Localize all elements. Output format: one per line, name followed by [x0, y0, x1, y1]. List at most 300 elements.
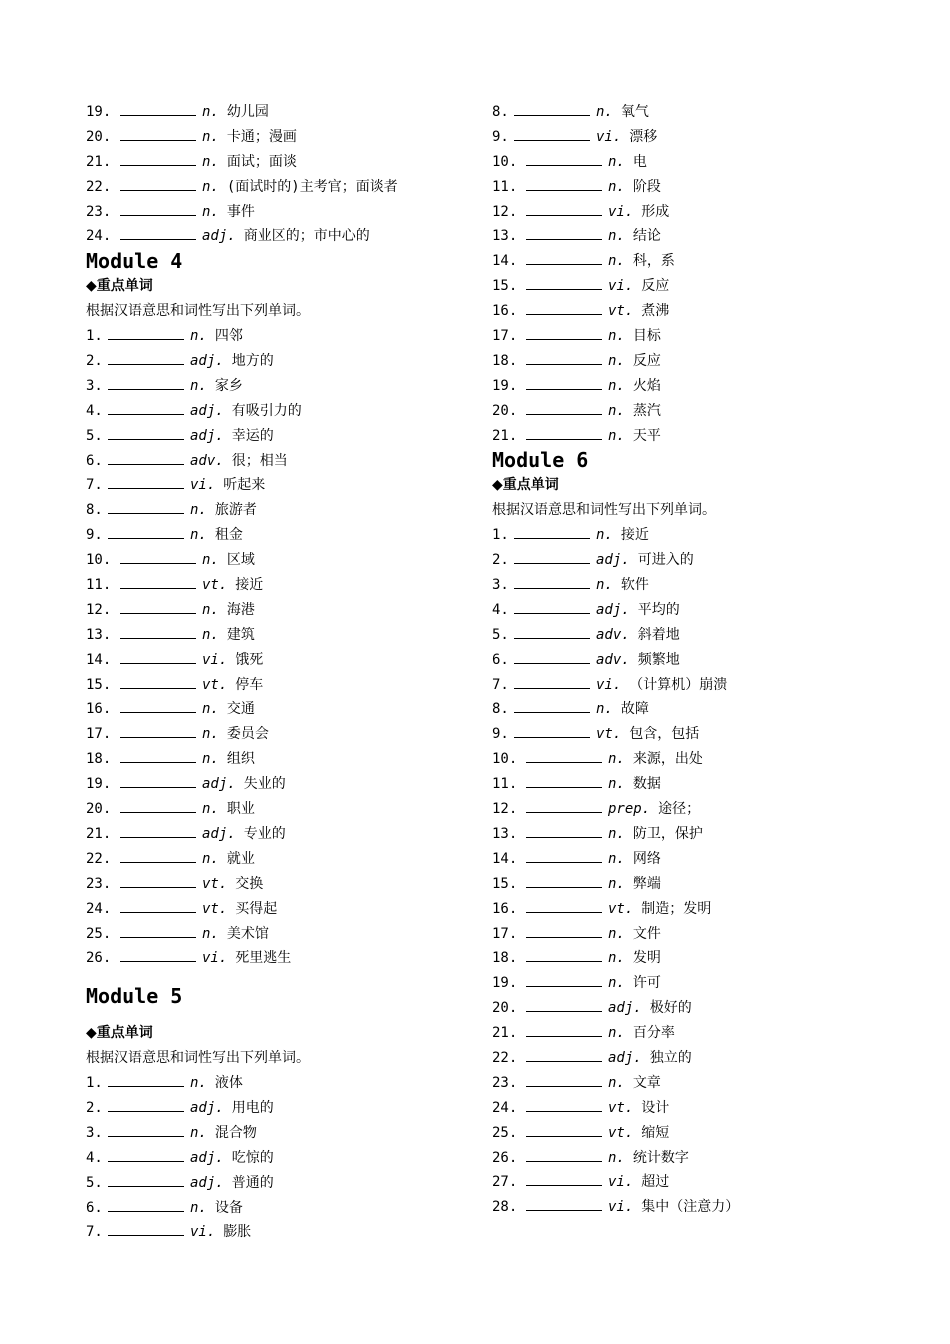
part-of-speech: n.: [608, 751, 625, 768]
meaning: 目标: [632, 328, 661, 345]
answer-blank[interactable]: [108, 1197, 184, 1212]
vocab-entry: [492, 1046, 892, 1071]
entry-number: 1.: [86, 1075, 103, 1092]
vocab-entry: [86, 1071, 476, 1096]
left-column: [86, 100, 476, 1245]
entry-number: 25.: [86, 925, 112, 942]
meaning: 交换: [235, 875, 264, 892]
entry-number: 18.: [492, 352, 518, 369]
meaning: 百分率: [632, 1025, 675, 1042]
part-of-speech: n.: [596, 527, 613, 544]
vocab-entry: [492, 150, 892, 175]
entry-number: 20.: [86, 801, 112, 818]
entry-number: 4.: [86, 402, 103, 419]
answer-blank[interactable]: [526, 823, 602, 838]
entry-number: 2.: [86, 1099, 103, 1116]
vocab-entry: [492, 872, 892, 897]
vocab-entry: [492, 996, 892, 1021]
part-of-speech: n.: [202, 601, 219, 618]
meaning: 平均的: [637, 601, 680, 618]
part-of-speech: n.: [596, 577, 613, 594]
part-of-speech: n.: [190, 377, 207, 394]
vocab-entry: [86, 1171, 476, 1196]
part-of-speech: n.: [202, 178, 219, 195]
part-of-speech: vt.: [202, 900, 228, 917]
meaning: 包含，包括: [629, 726, 700, 743]
meaning: 建筑: [226, 626, 255, 643]
part-of-speech: vt.: [202, 676, 228, 693]
answer-blank[interactable]: [108, 499, 184, 514]
part-of-speech: vt.: [608, 1099, 634, 1116]
part-of-speech: n.: [202, 203, 219, 220]
entry-number: 21.: [86, 825, 112, 842]
answer-blank[interactable]: [108, 450, 184, 465]
meaning: 蒸汽: [632, 402, 661, 419]
answer-blank[interactable]: [120, 823, 196, 838]
meaning: 独立的: [649, 1049, 692, 1066]
answer-blank[interactable]: [108, 425, 184, 440]
answer-blank[interactable]: [526, 748, 602, 763]
vocab-entry: [86, 598, 476, 623]
answer-blank[interactable]: [108, 325, 184, 340]
entry-number: 18.: [492, 950, 518, 967]
answer-blank[interactable]: [526, 1147, 602, 1162]
answer-blank[interactable]: [120, 848, 196, 863]
part-of-speech: n.: [202, 128, 219, 145]
vocab-entry: [492, 1195, 892, 1220]
part-of-speech: n.: [190, 1124, 207, 1141]
module-title: Module 4: [86, 249, 183, 274]
answer-blank[interactable]: [108, 400, 184, 415]
meaning: 发明: [632, 950, 661, 967]
meaning: 科，系: [632, 253, 675, 270]
answer-blank[interactable]: [120, 923, 196, 938]
answer-blank[interactable]: [514, 574, 590, 589]
answer-blank[interactable]: [120, 176, 196, 191]
vocab-entry: [492, 697, 892, 722]
meaning: 用电的: [231, 1099, 274, 1116]
part-of-speech: n.: [608, 975, 625, 992]
answer-blank[interactable]: [526, 350, 602, 365]
entry-number: 23.: [86, 203, 112, 220]
entry-number: 12.: [492, 801, 518, 818]
entry-number: 26.: [492, 1149, 518, 1166]
entry-number: 9.: [492, 726, 509, 743]
answer-blank[interactable]: [108, 1122, 184, 1137]
entry-number: 2.: [86, 353, 103, 370]
vocab-entry: [492, 623, 892, 648]
answer-blank[interactable]: [526, 1072, 602, 1087]
vocab-entry: [86, 697, 476, 722]
part-of-speech: n.: [608, 950, 625, 967]
entry-number: 16.: [492, 303, 518, 320]
meaning: 地方的: [231, 353, 274, 370]
vocab-entry: [86, 200, 476, 225]
vocab-entry: [492, 249, 892, 274]
entry-number: 21.: [492, 1025, 518, 1042]
answer-blank[interactable]: [526, 1047, 602, 1062]
answer-blank[interactable]: [120, 873, 196, 888]
part-of-speech: adj.: [190, 402, 224, 419]
answer-blank[interactable]: [120, 101, 196, 116]
meaning: 可进入的: [637, 552, 694, 569]
answer-blank[interactable]: [526, 425, 602, 440]
entry-number: 19.: [492, 377, 518, 394]
meaning: 软件: [620, 577, 649, 594]
entry-number: 24.: [492, 1099, 518, 1116]
entry-number: 15.: [492, 278, 518, 295]
vocab-entry: [86, 150, 476, 175]
answer-blank[interactable]: [526, 1022, 602, 1037]
answer-blank[interactable]: [120, 599, 196, 614]
answer-blank[interactable]: [108, 1072, 184, 1087]
vocab-entry: [86, 822, 476, 847]
answer-blank[interactable]: [526, 151, 602, 166]
entry-number: 17.: [492, 925, 518, 942]
vocab-entry: [86, 648, 476, 673]
answer-blank[interactable]: [526, 250, 602, 265]
part-of-speech: vt.: [596, 726, 622, 743]
meaning: 幼儿园: [226, 104, 269, 120]
part-of-speech: n.: [190, 1075, 207, 1092]
part-of-speech: n.: [608, 377, 625, 394]
meaning: 美术馆: [226, 925, 269, 942]
part-of-speech: adj.: [190, 353, 224, 370]
answer-blank[interactable]: [514, 624, 590, 639]
answer-blank[interactable]: [526, 400, 602, 415]
vocab-entry: [492, 598, 892, 623]
answer-blank[interactable]: [514, 723, 590, 738]
vocab-entry: [492, 946, 892, 971]
entry-number: 23.: [86, 875, 112, 892]
part-of-speech: adj.: [202, 776, 236, 793]
vocab-entry: [492, 424, 892, 449]
answer-blank[interactable]: [120, 126, 196, 141]
meaning: 来源，出处: [632, 751, 703, 768]
vocab-entry: [492, 1071, 892, 1096]
part-of-speech: n.: [608, 776, 625, 793]
meaning: 专业的: [243, 825, 286, 842]
vocab-entry: [492, 1121, 892, 1146]
entry-number: 24.: [86, 900, 112, 917]
part-of-speech: n.: [202, 801, 219, 818]
entry-number: 15.: [86, 676, 112, 693]
part-of-speech: vi.: [202, 651, 228, 668]
part-of-speech: vi.: [190, 477, 216, 494]
entry-number: 19.: [492, 975, 518, 992]
meaning: 海港: [226, 601, 255, 618]
entry-number: 8.: [492, 701, 509, 718]
meaning: 失业的: [243, 776, 286, 793]
vocab-entry: [86, 548, 476, 573]
answer-blank[interactable]: [526, 848, 602, 863]
entry-number: 14.: [492, 253, 518, 270]
vocab-entry: [492, 125, 892, 150]
entry-number: 18.: [86, 751, 112, 768]
answer-blank[interactable]: [120, 649, 196, 664]
answer-blank[interactable]: [526, 923, 602, 938]
part-of-speech: vi.: [608, 1199, 634, 1216]
answer-blank[interactable]: [120, 798, 196, 813]
vocab-entry: [492, 971, 892, 996]
vocab-entry: [492, 324, 892, 349]
meaning: 阶段: [632, 178, 661, 195]
answer-blank[interactable]: [526, 972, 602, 987]
meaning: 饿死: [235, 651, 264, 668]
meaning: 幸运的: [231, 427, 274, 444]
entry-number: 13.: [86, 626, 112, 643]
vocab-entry: [86, 673, 476, 698]
answer-blank[interactable]: [526, 1171, 602, 1186]
part-of-speech: adj.: [190, 1174, 224, 1191]
answer-blank[interactable]: [108, 350, 184, 365]
meaning: 制造；发明: [641, 900, 712, 917]
vocab-entry: [86, 922, 476, 947]
meaning: 设计: [641, 1099, 670, 1116]
part-of-speech: n.: [190, 527, 207, 544]
instruction: 根据汉语意思和词性写出下列单词。: [86, 303, 310, 320]
answer-blank[interactable]: [514, 599, 590, 614]
entry-number: 11.: [492, 776, 518, 793]
answer-blank[interactable]: [120, 698, 196, 713]
vocab-entry: [492, 1021, 892, 1046]
answer-blank[interactable]: [526, 176, 602, 191]
vocab-entry: [86, 847, 476, 872]
entry-number: 20.: [492, 1000, 518, 1017]
answer-blank[interactable]: [120, 151, 196, 166]
entry-number: 20.: [492, 402, 518, 419]
section-heading: ◆重点单词: [86, 278, 153, 295]
entry-number: 17.: [492, 328, 518, 345]
vocab-entry: [492, 349, 892, 374]
vocab-entry: [492, 399, 892, 424]
answer-blank[interactable]: [120, 225, 196, 240]
meaning: 网络: [632, 850, 661, 867]
entry-number: 4.: [86, 1149, 103, 1166]
meaning: 数据: [632, 776, 661, 793]
part-of-speech: n.: [596, 701, 613, 718]
part-of-speech: n.: [608, 1149, 625, 1166]
meaning: 极好的: [649, 1000, 692, 1017]
part-of-speech: adj.: [608, 1000, 642, 1017]
part-of-speech: n.: [608, 825, 625, 842]
answer-blank[interactable]: [108, 524, 184, 539]
vocab-entry: [86, 125, 476, 150]
vocab-entry: [86, 224, 476, 249]
vocab-entry: [492, 573, 892, 598]
part-of-speech: n.: [608, 178, 625, 195]
meaning: (面试时的)主考官；面谈者: [226, 178, 398, 195]
vocab-entry: [86, 473, 476, 498]
answer-blank[interactable]: [526, 300, 602, 315]
part-of-speech: adj.: [596, 601, 630, 618]
answer-blank[interactable]: [108, 474, 184, 489]
meaning: 家乡: [214, 377, 243, 394]
answer-blank[interactable]: [120, 748, 196, 763]
meaning: 许可: [632, 975, 661, 992]
answer-blank[interactable]: [526, 773, 602, 788]
answer-blank[interactable]: [514, 101, 590, 116]
answer-blank[interactable]: [120, 773, 196, 788]
vocab-entry: [492, 922, 892, 947]
meaning: 频繁地: [637, 651, 680, 668]
part-of-speech: n.: [202, 153, 219, 170]
answer-blank[interactable]: [526, 898, 602, 913]
entry-number: 26.: [86, 950, 112, 967]
part-of-speech: n.: [608, 1074, 625, 1091]
answer-blank[interactable]: [526, 873, 602, 888]
meaning: 商业区的；市中心的: [243, 228, 370, 245]
section-heading: ◆重点单词: [492, 477, 559, 494]
vocab-entry: [492, 648, 892, 673]
answer-blank[interactable]: [120, 674, 196, 689]
answer-blank[interactable]: [120, 549, 196, 564]
answer-blank[interactable]: [526, 325, 602, 340]
answer-blank[interactable]: [120, 201, 196, 216]
vocab-entry: [86, 1220, 476, 1245]
meaning: 缩短: [641, 1124, 670, 1141]
entry-number: 19.: [86, 104, 112, 120]
entry-number: 6.: [86, 1199, 103, 1216]
module-title: Module 5: [86, 984, 183, 1009]
entry-number: 22.: [86, 850, 112, 867]
entry-number: 5.: [86, 1174, 103, 1191]
meaning: 区域: [226, 552, 255, 569]
vocab-entry: [492, 897, 892, 922]
answer-blank[interactable]: [108, 1097, 184, 1112]
answer-blank[interactable]: [526, 275, 602, 290]
answer-blank[interactable]: [120, 624, 196, 639]
answer-blank[interactable]: [108, 375, 184, 390]
part-of-speech: n.: [202, 726, 219, 743]
part-of-speech: n.: [202, 925, 219, 942]
vocab-entry: [86, 772, 476, 797]
part-of-speech: n.: [608, 328, 625, 345]
answer-blank[interactable]: [514, 549, 590, 564]
answer-blank[interactable]: [514, 674, 590, 689]
part-of-speech: vi.: [608, 278, 634, 295]
entry-number: 7.: [86, 1224, 103, 1241]
part-of-speech: n.: [608, 427, 625, 444]
entry-number: 24.: [86, 228, 112, 245]
part-of-speech: n.: [596, 104, 613, 120]
entry-number: 11.: [86, 577, 112, 594]
part-of-speech: vi.: [190, 1224, 216, 1241]
answer-blank[interactable]: [526, 947, 602, 962]
part-of-speech: vi.: [608, 1174, 634, 1191]
answer-blank[interactable]: [526, 225, 602, 240]
answer-blank[interactable]: [108, 1221, 184, 1236]
part-of-speech: vi.: [202, 950, 228, 967]
answer-blank[interactable]: [120, 574, 196, 589]
part-of-speech: n.: [608, 402, 625, 419]
vocab-entry: [86, 1196, 476, 1221]
entry-number: 3.: [86, 1124, 103, 1141]
entry-number: 6.: [492, 651, 509, 668]
meaning: 漂移: [629, 128, 658, 145]
meaning: 停车: [235, 676, 264, 693]
entry-number: 7.: [86, 477, 103, 494]
vocab-entry: [86, 175, 476, 200]
answer-blank[interactable]: [526, 375, 602, 390]
vocab-entry: [492, 374, 892, 399]
meaning: 听起来: [223, 477, 266, 494]
meaning: 设备: [214, 1199, 243, 1216]
entry-number: 12.: [492, 203, 518, 220]
part-of-speech: adv.: [596, 651, 630, 668]
entry-number: 7.: [492, 676, 509, 693]
meaning: 煮沸: [641, 303, 670, 320]
answer-blank[interactable]: [514, 524, 590, 539]
answer-blank[interactable]: [526, 1097, 602, 1112]
instruction: 根据汉语意思和词性写出下列单词。: [86, 1050, 310, 1067]
vocab-entry: [86, 449, 476, 474]
answer-blank[interactable]: [514, 698, 590, 713]
entry-number: 8.: [492, 104, 509, 120]
answer-blank[interactable]: [526, 1196, 602, 1211]
answer-blank[interactable]: [514, 649, 590, 664]
meaning: 反应: [632, 352, 661, 369]
entry-number: 8.: [86, 502, 103, 519]
meaning: 膨胀: [223, 1224, 252, 1241]
entry-number: 15.: [492, 875, 518, 892]
vocab-entry: [492, 822, 892, 847]
entry-number: 1.: [492, 527, 509, 544]
part-of-speech: n.: [190, 1199, 207, 1216]
entry-number: 13.: [492, 825, 518, 842]
part-of-speech: n.: [608, 352, 625, 369]
part-of-speech: adj.: [190, 1149, 224, 1166]
meaning: 事件: [226, 203, 255, 220]
part-of-speech: vt.: [202, 577, 228, 594]
entry-number: 19.: [86, 776, 112, 793]
answer-blank[interactable]: [526, 798, 602, 813]
vocab-entry: [492, 772, 892, 797]
part-of-speech: adv.: [596, 626, 630, 643]
part-of-speech: n.: [202, 751, 219, 768]
part-of-speech: vt.: [202, 875, 228, 892]
vocab-entry: [492, 1146, 892, 1171]
meaning: 租金: [214, 527, 243, 544]
answer-blank[interactable]: [526, 201, 602, 216]
answer-blank[interactable]: [526, 1122, 602, 1137]
entry-number: 21.: [492, 427, 518, 444]
meaning: 弊端: [632, 875, 661, 892]
answer-blank[interactable]: [514, 126, 590, 141]
answer-blank[interactable]: [120, 947, 196, 962]
vocab-entry: [492, 722, 892, 747]
answer-blank[interactable]: [120, 898, 196, 913]
vocab-entry: [492, 548, 892, 573]
vocab-entry: [492, 1096, 892, 1121]
entry-number: 27.: [492, 1174, 518, 1191]
vocab-entry: [492, 797, 892, 822]
vocab-entry: [492, 200, 892, 225]
part-of-speech: n.: [202, 626, 219, 643]
answer-blank[interactable]: [108, 1172, 184, 1187]
meaning: 火焰: [632, 377, 661, 394]
part-of-speech: prep.: [608, 801, 651, 818]
answer-blank[interactable]: [108, 1147, 184, 1162]
vocab-entry: [86, 349, 476, 374]
answer-blank[interactable]: [526, 997, 602, 1012]
vocab-entry: [86, 897, 476, 922]
answer-blank[interactable]: [120, 723, 196, 738]
part-of-speech: n.: [608, 850, 625, 867]
vocab-entry: [492, 100, 892, 125]
entry-number: 20.: [86, 128, 112, 145]
part-of-speech: n.: [608, 875, 625, 892]
